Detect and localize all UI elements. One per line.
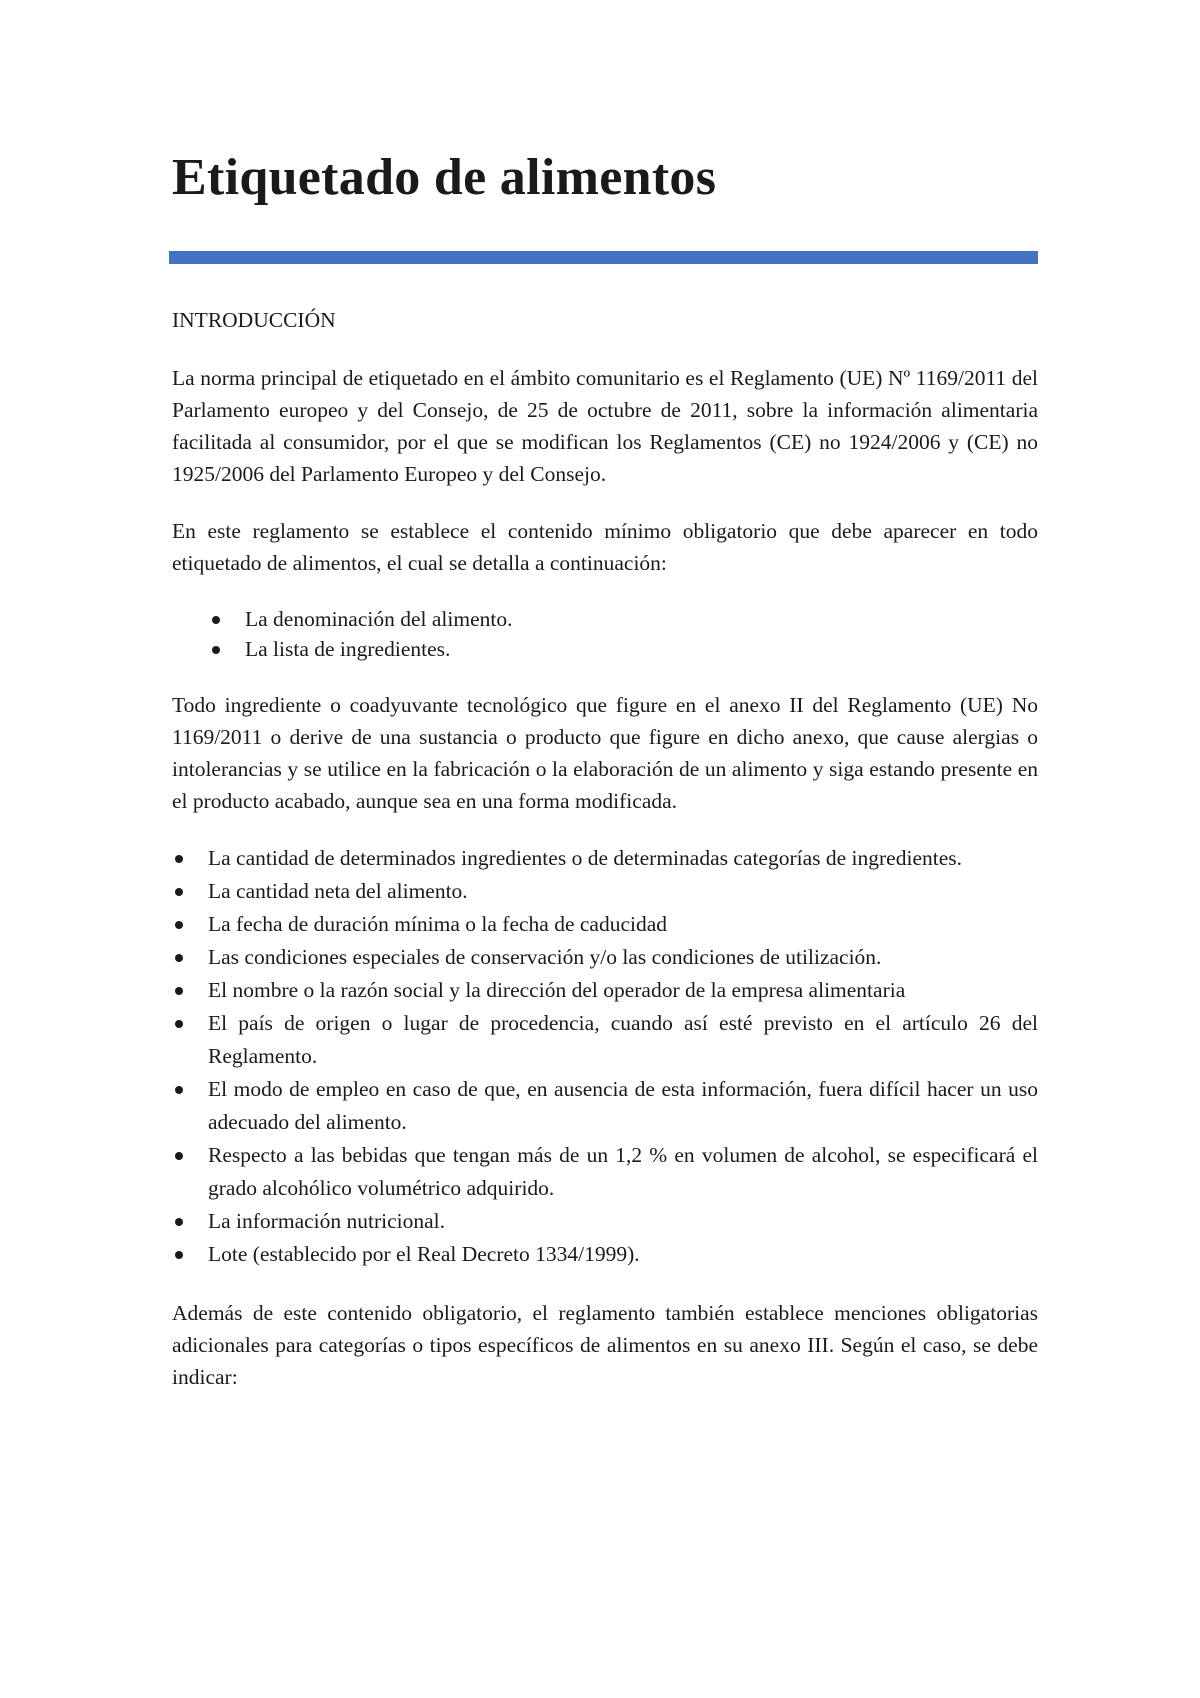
list-item-text: La lista de ingredientes. <box>245 637 451 661</box>
list-item <box>172 1139 1038 1205</box>
list-item <box>172 634 1038 664</box>
list-item-text: La cantidad neta del alimento. <box>208 879 468 903</box>
bullet-icon <box>175 987 183 995</box>
list-item <box>172 1238 1038 1271</box>
list-item-text: La información nutricional. <box>208 1209 446 1233</box>
section-heading: INTRODUCCIÓN <box>172 308 336 332</box>
list-item-text: La cantidad de determinados ingredientes o de determinadas categorías de ingredientes. <box>208 846 962 870</box>
bullet-icon <box>175 1251 183 1259</box>
document-title: Etiquetado de alimentos <box>172 149 717 206</box>
paragraph-minimum-content: En este reglamento se establece el contenido mínimo obligatorio que debe aparecer en todo etiquetado de alimentos, el cual se detalla a continuación: <box>172 519 1038 575</box>
list-item <box>172 974 1038 1007</box>
list-item <box>172 842 1038 875</box>
bullet-icon <box>175 888 183 896</box>
list-item <box>172 604 1038 634</box>
list-item-text: El país de origen o lugar de procedencia, cuando así esté previsto en el artículo 26 del Reglamento. <box>208 1011 1038 1068</box>
list-item <box>172 875 1038 908</box>
list-item-text: La fecha de duración mínima o la fecha de caducidad <box>208 912 668 936</box>
list-item <box>172 1007 1038 1073</box>
list-item-text: La denominación del alimento. <box>245 607 513 631</box>
list-item <box>172 1205 1038 1238</box>
bullet-list-basic <box>172 604 1038 664</box>
bullet-list-mandatory <box>172 842 1038 1271</box>
bullet-icon <box>175 1218 183 1226</box>
document-body <box>172 304 1038 1418</box>
paragraph-allergens: Todo ingrediente o coadyuvante tecnológico que figure en el anexo II del Reglamento (UE) No 1169/2011 o derive de una sustancia o producto que figure en dicho anexo, que cause alergias o intolerancias y se utilice en la fabricación o la elaboración de un alimento y siga estando presente en el producto acabado, aunque sea en una forma modificada. <box>172 693 1038 813</box>
bullet-icon <box>175 855 183 863</box>
list-item-text: Respecto a las bebidas que tengan más de un 1,2 % en volumen de alcohol, se especificará el grado alcohólico volumétrico adquirido. <box>208 1143 1038 1200</box>
list-item-text: Lote (establecido por el Real Decreto 1334/1999). <box>208 1242 640 1266</box>
bullet-icon <box>175 1020 183 1028</box>
bullet-icon <box>175 1086 183 1094</box>
bullet-icon <box>212 616 220 624</box>
list-item <box>172 908 1038 941</box>
bullet-icon <box>175 921 183 929</box>
bullet-icon <box>175 954 183 962</box>
list-item-text: El nombre o la razón social y la dirección del operador de la empresa alimentaria <box>208 978 906 1002</box>
title-underline-bar <box>169 251 1038 264</box>
paragraph-intro: La norma principal de etiquetado en el ámbito comunitario es el Reglamento (UE) Nº 1169/2011 del Parlamento europeo y del Consejo, de 25 de octubre de 2011, sobre la información alimentaria facilitada al consumidor, por el que se modifican los Reglamentos (CE) no 1924/2006 y (CE) no 1925/2006 del Parlamento Europeo y del Consejo. <box>172 366 1038 486</box>
bullet-icon <box>175 1152 183 1160</box>
list-item <box>172 1073 1038 1139</box>
paragraph-additional-mentions: Además de este contenido obligatorio, el reglamento también establece menciones obligatorias adicionales para categorías o tipos específicos de alimentos en su anexo III. Según el caso, se debe indicar: <box>172 1301 1038 1389</box>
bullet-icon <box>212 646 220 654</box>
list-item <box>172 941 1038 974</box>
list-item-text: Las condiciones especiales de conservación y/o las condiciones de utilización. <box>208 945 882 969</box>
list-item-text: El modo de empleo en caso de que, en ausencia de esta información, fuera difícil hacer un uso adecuado del alimento. <box>208 1077 1038 1134</box>
